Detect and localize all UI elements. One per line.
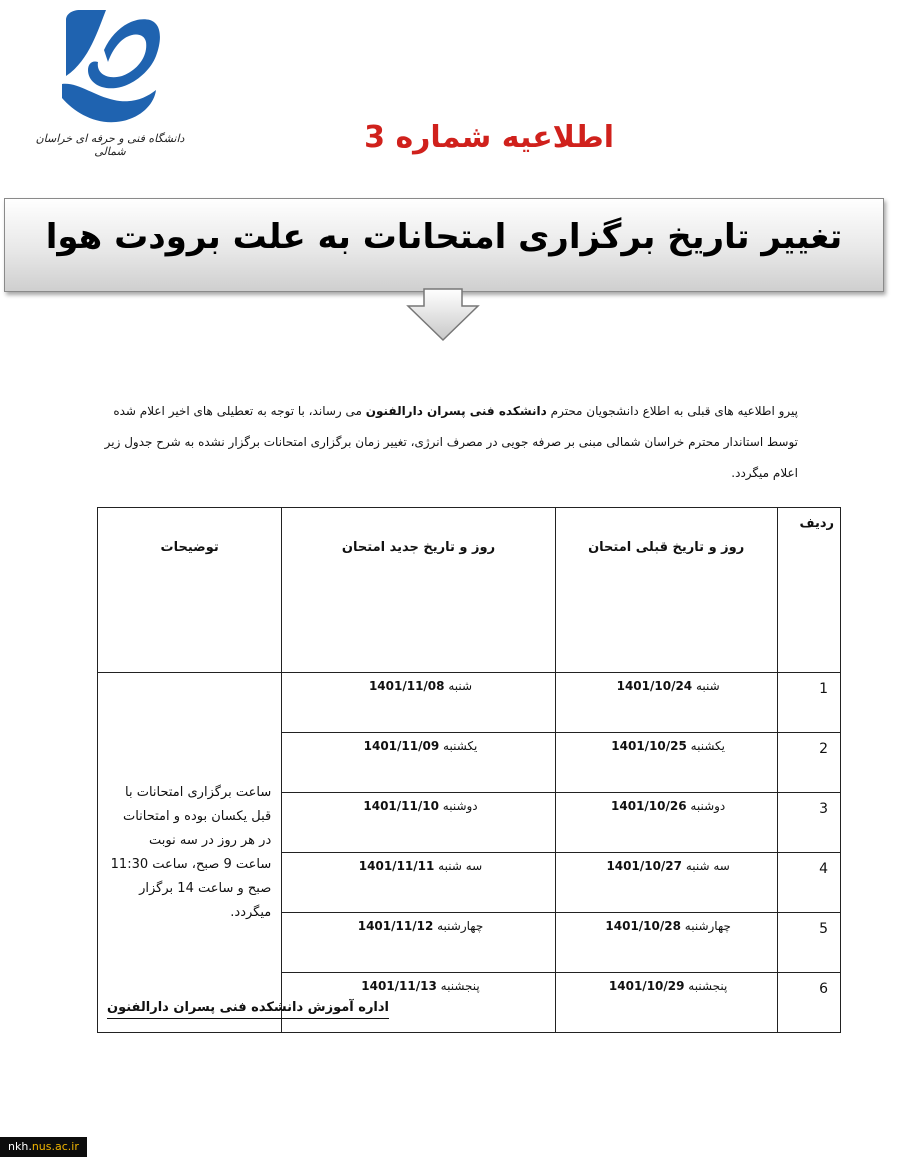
new-date: 1401/11/09 bbox=[363, 739, 440, 753]
old-day: دوشنبه bbox=[690, 799, 726, 813]
old-date-cell bbox=[555, 733, 777, 793]
new-date-cell bbox=[282, 853, 556, 913]
new-date-cell bbox=[282, 673, 556, 733]
watermark-prefix: nkh. bbox=[8, 1140, 32, 1153]
new-date-cell bbox=[282, 913, 556, 973]
header-description: توضیحات bbox=[98, 508, 282, 673]
header-new-date: روز و تاریخ جدید امتحان bbox=[282, 508, 556, 673]
intro-text-2: می رساند، با توجه به تعطیلی های اخیر اعلام شده توسط استاندار محترم خراسان شمالی مبنی بر صرفه جویی در مصرف انرژی، تغییر زمان برگزاری امتحانات برگزار نشده به شرح جدول زیر اعلام میگردد. bbox=[104, 404, 798, 480]
old-date-cell bbox=[555, 973, 777, 1033]
new-date: 1401/11/10 bbox=[363, 799, 439, 813]
new-date-cell bbox=[282, 733, 556, 793]
old-date-cell bbox=[555, 673, 777, 733]
new-day: سه شنبه bbox=[438, 859, 483, 873]
old-day: پنجشنبه bbox=[688, 979, 728, 993]
new-date: 1401/11/12 bbox=[357, 919, 434, 933]
new-day: یکشنبه bbox=[443, 739, 478, 753]
new-date: 1401/11/11 bbox=[358, 859, 435, 873]
college-name: دانشکده فنی پسران دارالفنون bbox=[365, 404, 547, 418]
new-day: چهارشنبه bbox=[437, 919, 484, 933]
old-day: یکشنبه bbox=[690, 739, 726, 753]
down-arrow-icon bbox=[406, 288, 480, 342]
old-day: چهارشنبه bbox=[684, 919, 731, 933]
old-date: 1401/10/24 bbox=[616, 679, 693, 693]
new-date-cell bbox=[282, 793, 556, 853]
old-date: 1401/10/25 bbox=[611, 739, 687, 753]
old-date-cell bbox=[555, 793, 777, 853]
intro-text-1: پیرو اطلاعیه های قبلی به اطلاع دانشجویان محترم bbox=[546, 404, 798, 418]
row-number: 3 bbox=[777, 793, 840, 853]
signature-line: اداره آموزش دانشکده فنی پسران دارالفنون bbox=[107, 1000, 389, 1019]
university-name: دانشگاه فنی و حرفه ای خراسان شمالی bbox=[35, 132, 185, 158]
new-day: شنبه bbox=[448, 679, 473, 693]
new-date: 1401/11/08 bbox=[368, 679, 445, 693]
watermark-host: nus.ac.ir bbox=[31, 1140, 79, 1153]
header-row-number: ردیف bbox=[777, 508, 840, 673]
old-date: 1401/10/26 bbox=[611, 799, 687, 813]
new-date: 1401/11/13 bbox=[361, 979, 437, 993]
headline-title: تغییر تاریخ برگزاری امتحانات به علت برودت هوا bbox=[45, 217, 843, 257]
university-emblem-icon bbox=[58, 10, 162, 128]
row-number: 2 bbox=[777, 733, 840, 793]
new-day: پنجشنبه bbox=[440, 979, 480, 993]
site-watermark bbox=[0, 1137, 87, 1157]
table-row bbox=[98, 673, 841, 733]
new-day: دوشنبه bbox=[442, 799, 478, 813]
old-day: شنبه bbox=[695, 679, 720, 693]
exam-schedule-table bbox=[97, 507, 841, 1033]
old-date-cell bbox=[555, 913, 777, 973]
table-header-row bbox=[98, 508, 841, 673]
headline-banner bbox=[4, 198, 884, 292]
notice-number-title: اطلاعیه شماره 3 bbox=[364, 120, 614, 155]
old-date: 1401/10/27 bbox=[606, 859, 682, 873]
row-number: 5 bbox=[777, 913, 840, 973]
row-number: 6 bbox=[777, 973, 840, 1033]
header-old-date: روز و تاریخ قبلی امتحان bbox=[555, 508, 777, 673]
description-cell: ساعت برگزاری امتحانات با قبل یکسان بوده و امتحانات در هر روز در سه نوبت ساعت 9 صبح، ساعت 11:30 صبح و ساعت 14 برگزار میگردد. bbox=[98, 673, 282, 1033]
row-number: 1 bbox=[777, 673, 840, 733]
old-date: 1401/10/28 bbox=[605, 919, 681, 933]
old-date: 1401/10/29 bbox=[608, 979, 685, 993]
old-date-cell bbox=[555, 853, 777, 913]
intro-paragraph bbox=[104, 396, 798, 489]
old-day: سه شنبه bbox=[685, 859, 730, 873]
university-logo bbox=[30, 10, 190, 160]
row-number: 4 bbox=[777, 853, 840, 913]
